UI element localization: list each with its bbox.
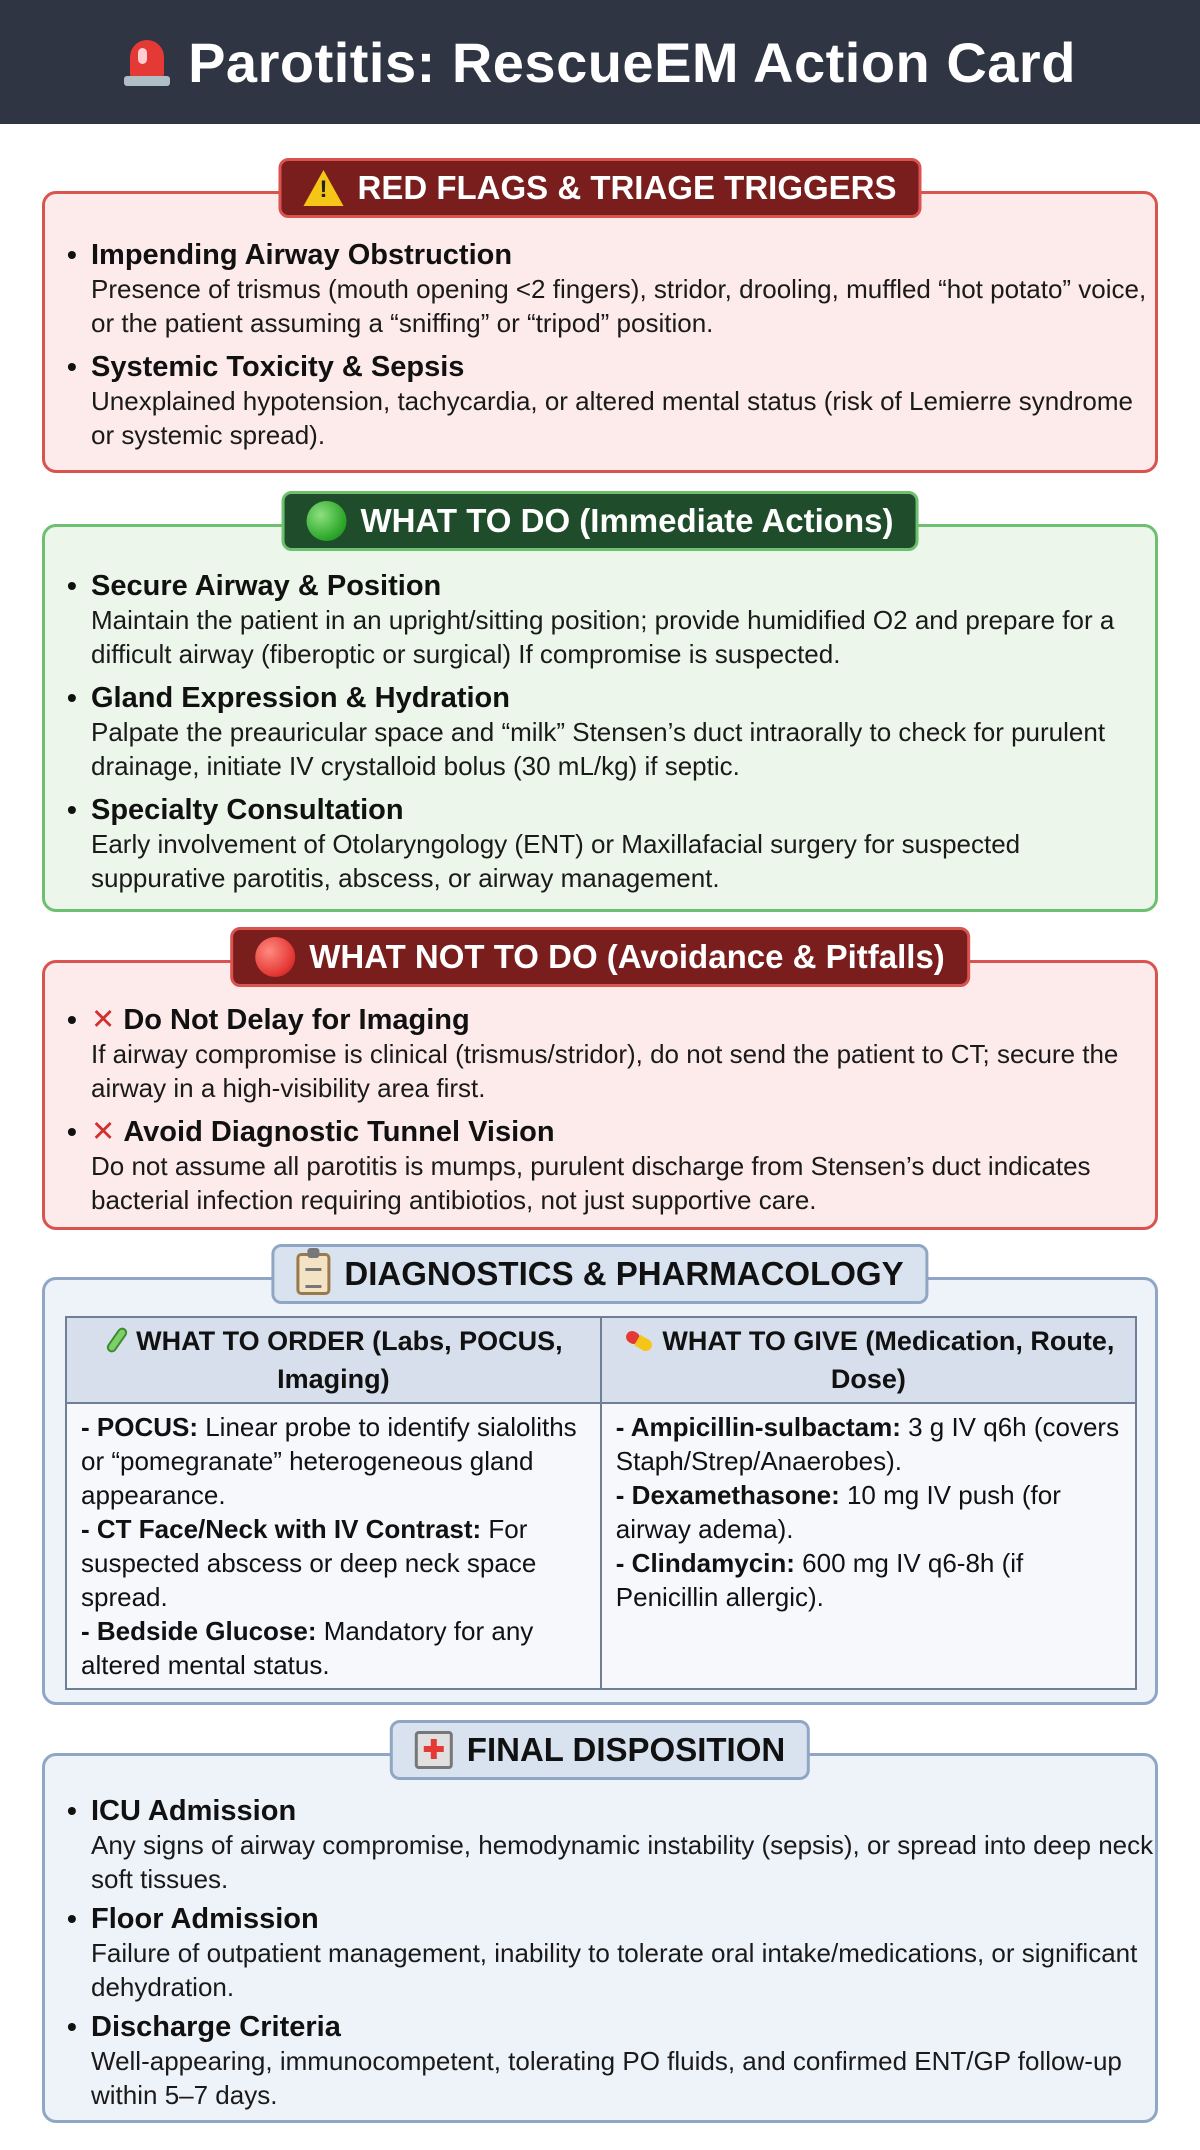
order-item: - POCUS: Linear probe to identify sialoliths or “pomegranate” heterogeneous gland appearance. bbox=[81, 1412, 577, 1510]
list-item: • Systemic Toxicity & Sepsis Unexplained hypotension, tachycardia, or altered mental status (risk of Lemierre syndrome or systemic spread). bbox=[45, 350, 1155, 452]
list-item: • Specialty Consultation Early involvement of Otolaryngology (ENT) or Maxillafacial surgery for suspected suppurative parotitis, abscess, or airway management. bbox=[45, 793, 1155, 895]
what-to-do-section bbox=[42, 502, 1158, 912]
red-flags-list bbox=[45, 238, 1155, 452]
list-item: • Discharge Criteria Well-appearing, immunocompetent, tolerating PO fluids, and confirmed ENT/GP follow-up within 5–7 days. bbox=[45, 2010, 1155, 2112]
list-item: • ✕ Do Not Delay for Imaging If airway compromise is clinical (trismus/stridor), do not send the patient to CT; secure the airway in a high-visibility area first. bbox=[45, 1003, 1155, 1105]
clipboard-icon bbox=[296, 1253, 330, 1295]
warning-icon: ! bbox=[303, 170, 343, 206]
test-tube-icon bbox=[104, 1326, 130, 1362]
page-header bbox=[0, 0, 1200, 124]
give-column-header: WHAT TO GIVE (Medication, Route, Dose) bbox=[601, 1317, 1136, 1403]
list-item: • Floor Admission Failure of outpatient management, inability to tolerate oral intake/medications, or significant dehydration. bbox=[45, 1902, 1155, 2004]
order-item: - Bedside Glucose: Mandatory for any altered mental status. bbox=[81, 1616, 534, 1680]
red-flags-section bbox=[42, 169, 1158, 473]
what-to-do-title: WHAT TO DO (Immediate Actions) bbox=[282, 491, 919, 551]
pill-icon bbox=[622, 1328, 656, 1362]
list-item: • Impending Airway Obstruction Presence of trismus (mouth opening <2 fingers), stridor, drooling, muffled “hot potato” voice, or the patient assuming a “sniffing” or “tripod” position. bbox=[45, 238, 1155, 340]
red-flags-title: ! RED FLAGS & TRIAGE TRIGGERS bbox=[278, 158, 921, 218]
green-circle-icon bbox=[307, 501, 347, 541]
page-title: Parotitis: RescueEM Action Card bbox=[188, 30, 1076, 94]
what-to-do-list bbox=[45, 569, 1155, 895]
hospital-icon bbox=[415, 1731, 453, 1769]
give-item: - Ampicillin-sulbactam: 3 g IV q6h (covers Staph/Strep/Anaerobes). bbox=[615, 1412, 1120, 1476]
diagnostics-section bbox=[42, 1255, 1158, 1705]
disposition-section bbox=[42, 1731, 1158, 2123]
order-cell bbox=[66, 1403, 601, 1689]
list-item: • Gland Expression & Hydration Palpate the preauricular space and “milk” Stensen’s duct intraorally to check for purulent drainage, initiate IV crystalloid bolus (30 mL/kg) if septic. bbox=[45, 681, 1155, 783]
cross-mark-icon: ✕ bbox=[91, 1116, 116, 1148]
list-item: • ✕ Avoid Diagnostic Tunnel Vision Do not assume all parotitis is mumps, purulent discharge from Stensen’s duct indicates bacterial infection requiring antibiotios, not just supportive care. bbox=[45, 1115, 1155, 1217]
what-not-to-do-section bbox=[42, 938, 1158, 1230]
list-item: • Secure Airway & Position Maintain the patient in an upright/sitting position; provide humidified O2 and prepare for a difficult airway (fiberoptic or surgical) If compromise is suspected. bbox=[45, 569, 1155, 671]
give-item: - Dexamethasone: 10 mg IV push (for airway adema). bbox=[615, 1480, 1061, 1544]
disposition-title: FINAL DISPOSITION bbox=[390, 1720, 810, 1780]
give-cell bbox=[601, 1403, 1136, 1689]
order-item: - CT Face/Neck with IV Contrast: For suspected abscess or deep neck space spread. bbox=[81, 1514, 537, 1612]
disposition-list bbox=[45, 1794, 1155, 2112]
what-not-to-do-title: WHAT NOT TO DO (Avoidance & Pitfalls) bbox=[230, 927, 970, 987]
cross-mark-icon: ✕ bbox=[91, 1004, 116, 1036]
siren-icon bbox=[124, 36, 170, 88]
what-not-to-do-list bbox=[45, 1003, 1155, 1217]
diagnostics-title: DIAGNOSTICS & PHARMACOLOGY bbox=[271, 1244, 928, 1304]
diagnostics-table bbox=[65, 1316, 1137, 1690]
give-item: - Clindamycin: 600 mg IV q6-8h (if Penicillin allergic). bbox=[615, 1548, 1024, 1612]
list-item: • ICU Admission Any signs of airway compromise, hemodynamic instability (sepsis), or spread into deep neck soft tissues. bbox=[45, 1794, 1155, 1896]
red-circle-icon bbox=[255, 937, 295, 977]
order-column-header: WHAT TO ORDER (Labs, POCUS, Imaging) bbox=[66, 1317, 601, 1403]
